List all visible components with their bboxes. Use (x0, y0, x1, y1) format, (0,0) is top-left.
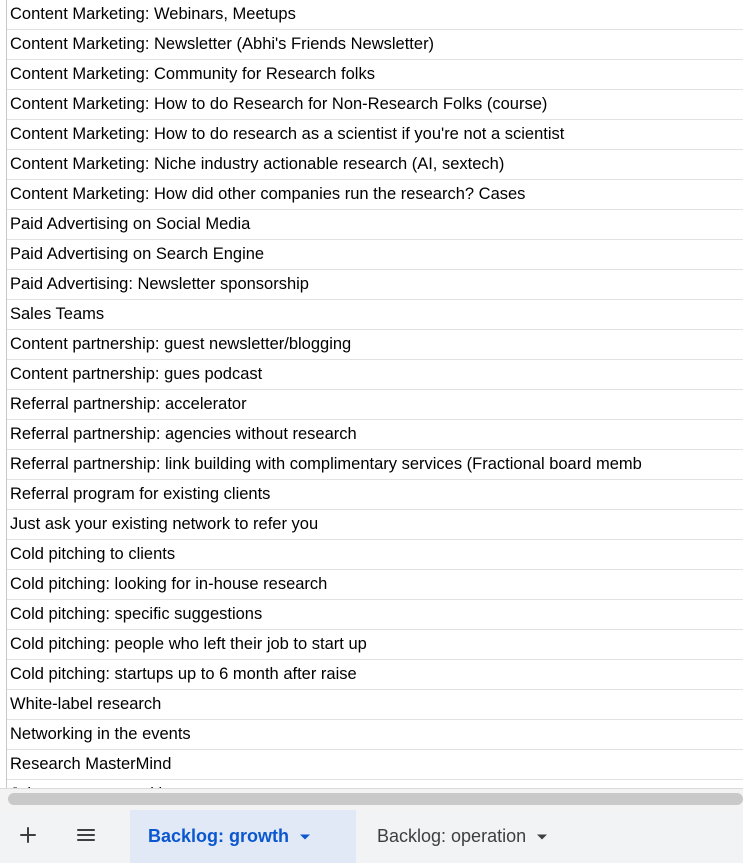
cell-text: Content Marketing: Newsletter (Abhi's Friends Newsletter) (10, 35, 435, 53)
cell-text: Paid Advertising: Newsletter sponsorship (10, 275, 309, 293)
all-sheets-button[interactable] (72, 823, 100, 851)
table-row[interactable] (7, 210, 743, 240)
cell-text: Referral partnership: link building with complimentary services (Fractional board memb (10, 455, 642, 473)
plus-icon (19, 826, 37, 849)
table-row[interactable] (7, 0, 743, 30)
cell-text: Content Marketing: Niche industry actionable research (AI, sextech) (10, 155, 505, 173)
cell-text: Paid Advertising on Search Engine (10, 245, 265, 263)
table-row[interactable] (7, 150, 743, 180)
table-row[interactable] (7, 480, 743, 510)
cell-text: Cold pitching: specific suggestions (10, 605, 263, 623)
table-row[interactable] (7, 390, 743, 420)
table-row[interactable] (7, 300, 743, 330)
scrollbar-thumb[interactable] (8, 793, 743, 805)
cell-text: Paid Advertising on Social Media (10, 215, 251, 233)
caret-down-icon[interactable] (299, 833, 311, 841)
cell-text: Cold pitching: startups up to 6 month after raise (10, 665, 357, 683)
add-sheet-button[interactable] (14, 823, 42, 851)
cell-text: Cold pitching: people who left their job to start up (10, 635, 367, 653)
cell-text: Content partnership: guest newsletter/blogging (10, 335, 352, 353)
cell-text: Just ask your existing network to refer you (10, 515, 319, 533)
cell-text: Content Marketing: Community for Research folks (10, 65, 375, 83)
tab-label: Backlog: operation (377, 826, 527, 846)
cell-text: Referral partnership: agencies without research (10, 425, 357, 443)
cell-text: Content Marketing: How did other companies run the research? Cases (10, 185, 526, 203)
cell-text: Networking in the events (10, 725, 191, 743)
table-row[interactable] (7, 570, 743, 600)
cell-text: Referral partnership: accelerator (10, 395, 247, 413)
table-row[interactable] (7, 630, 743, 660)
cell-text: Cold pitching to clients (10, 545, 176, 563)
table-row[interactable] (7, 30, 743, 60)
cell-text: White-label research (10, 695, 162, 713)
cell-text: Research MasterMind (10, 755, 172, 773)
caret-down-icon[interactable] (536, 833, 548, 841)
tab-backlog-growth[interactable] (130, 810, 356, 863)
table-row[interactable] (7, 60, 743, 90)
table-row[interactable] (7, 690, 743, 720)
table-row[interactable] (7, 90, 743, 120)
cell-text: Sales Teams (10, 305, 105, 323)
table-row[interactable] (7, 420, 743, 450)
table-row[interactable] (7, 180, 743, 210)
menu-icon (76, 826, 96, 849)
table-row[interactable] (7, 750, 743, 780)
table-row[interactable] (7, 240, 743, 270)
table-row[interactable] (7, 660, 743, 690)
cell-column[interactable] (7, 0, 743, 810)
table-row[interactable] (7, 270, 743, 300)
table-row[interactable] (7, 120, 743, 150)
cell-text: Content Marketing: How to do research as a scientist if you're not a scientist (10, 125, 565, 143)
table-row[interactable] (7, 330, 743, 360)
table-row[interactable] (7, 360, 743, 390)
sheet-tab-bar (0, 810, 743, 863)
table-row[interactable] (7, 600, 743, 630)
horizontal-scrollbar[interactable] (0, 788, 743, 810)
table-row[interactable] (7, 720, 743, 750)
cell-text: Content partnership: gues podcast (10, 365, 263, 383)
table-row[interactable] (7, 450, 743, 480)
tab-label: Backlog: growth (148, 826, 290, 846)
table-row[interactable] (7, 540, 743, 570)
tab-backlog-operation[interactable] (359, 810, 599, 863)
cell-text: Content Marketing: How to do Research for Non-Research Folks (course) (10, 95, 548, 113)
cell-text: Cold pitching: looking for in-house research (10, 575, 328, 593)
table-row[interactable] (7, 510, 743, 540)
cell-text: Content Marketing: Webinars, Meetups (10, 5, 296, 23)
cell-text: Referral program for existing clients (10, 485, 271, 503)
